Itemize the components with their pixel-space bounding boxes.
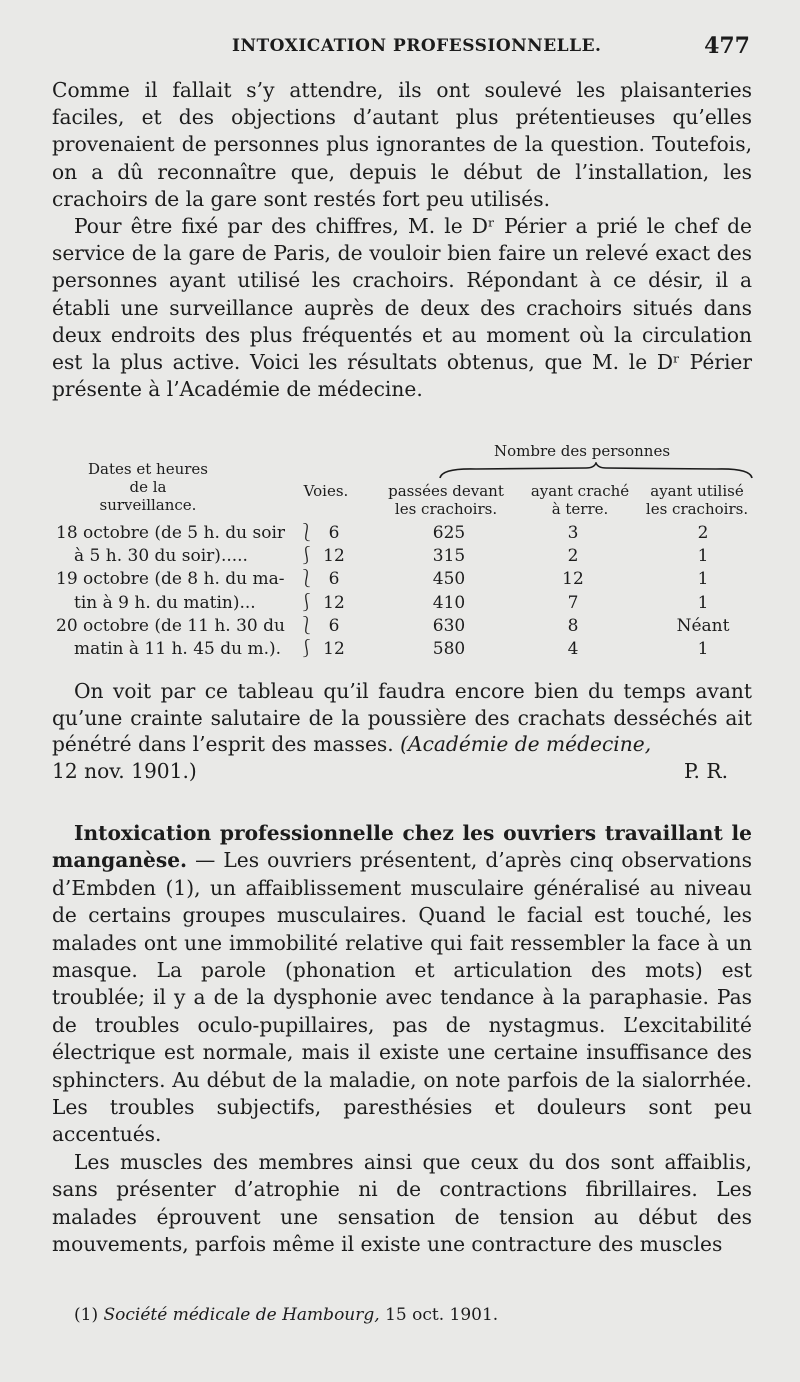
cell-brace: ⎱ bbox=[298, 523, 315, 543]
paragraph-crachoirs-gare: Comme il fallait s’y attendre, ils ont soulevé les plaisanteries faciles, et des objections d’autant plus prétentieuses qu’elles provenaient de personnes plus ignorantes de la question. Toutefois, on a dû reconnaître que, depuis le début de l’installation, les crachoirs de la gare sont restés fort peu utilisés. bbox=[52, 78, 752, 211]
manganese-section bbox=[52, 820, 752, 1259]
group-brace bbox=[436, 462, 756, 482]
citation-date: 12 nov. 1901.) bbox=[52, 758, 197, 783]
table-row bbox=[56, 638, 756, 661]
cell-crache: 7 bbox=[567, 592, 579, 613]
cell-voies: 12 bbox=[323, 638, 345, 659]
header-crache: ayant craché à terre. bbox=[530, 482, 630, 518]
cell-brace: ⎱ bbox=[298, 615, 315, 636]
cell-passees: 410 bbox=[432, 592, 466, 613]
footnote bbox=[74, 1305, 498, 1325]
citation-academie: (Académie de médecine, bbox=[400, 732, 652, 756]
cell-voies: 12 bbox=[323, 592, 345, 613]
cell-brace: ⎰ bbox=[298, 546, 315, 567]
cell-crache: 2 bbox=[567, 546, 579, 567]
paragraph-conclusion bbox=[52, 678, 752, 784]
cell-utilise: 1 bbox=[697, 569, 709, 590]
footnote-marker: (1) bbox=[74, 1305, 99, 1325]
header-dates: Dates et heures de la surveillance. bbox=[88, 460, 208, 514]
paragraph-releve-perier: Pour être fixé par des chiffres, M. le Dʳ Périer a prié le chef de service de la gare de Paris, de vouloir bien faire un relevé exact des personnes ayant utilisé les crachoirs. Répondant à ce désir, il a établi une surveillance auprès de deux des crachoirs situés dans deux endroits des plus fréquentés et au moment où la circulation est la plus active. Voici les résultats obtenus, que M. le Dʳ Périer présente à l’Académie de médecine. bbox=[52, 214, 752, 402]
cell-date: 19 octobre (de 8 h. du ma- bbox=[56, 569, 285, 590]
cell-utilise: 2 bbox=[697, 523, 709, 543]
cell-passees: 625 bbox=[432, 523, 466, 543]
cell-crache: 3 bbox=[567, 523, 579, 543]
cell-utilise: 1 bbox=[697, 592, 709, 613]
conclusion-text: On voit par ce tableau qu’il faudra encore bien du temps avant qu’une crainte salutaire de la poussière des crachats desséchés ait pénétré dans l’esprit des masses. bbox=[52, 679, 752, 756]
cell-brace: ⎰ bbox=[298, 592, 315, 613]
cell-brace: ⎰ bbox=[298, 638, 315, 659]
cell-utilise: 1 bbox=[697, 546, 709, 567]
cell-crache: 4 bbox=[567, 638, 579, 659]
cell-voies: 12 bbox=[323, 546, 345, 567]
cell-passees: 630 bbox=[432, 615, 466, 636]
footnote-date: 15 oct. 1901. bbox=[385, 1305, 499, 1325]
cell-crache: 8 bbox=[567, 615, 579, 636]
cell-brace: ⎱ bbox=[298, 569, 315, 590]
cell-utilise: 1 bbox=[697, 638, 709, 659]
cell-passees: 450 bbox=[432, 569, 466, 590]
surveillance-table bbox=[56, 438, 756, 670]
intro-paragraphs bbox=[52, 77, 752, 403]
table-body bbox=[56, 522, 756, 661]
cell-voies: 6 bbox=[328, 569, 340, 590]
cell-date: 18 octobre (de 5 h. du soir bbox=[56, 523, 286, 543]
header-passees: passées devant les crachoirs. bbox=[388, 482, 504, 518]
cell-date: tin à 9 h. du matin)... bbox=[74, 592, 256, 613]
table-row bbox=[56, 592, 756, 615]
running-head bbox=[0, 33, 800, 66]
cell-utilise: Néant bbox=[676, 615, 730, 636]
cell-voies: 6 bbox=[328, 523, 340, 543]
cell-date: 20 octobre (de 11 h. 30 du bbox=[56, 615, 285, 636]
cell-passees: 580 bbox=[432, 638, 466, 659]
header-voies: Voies. bbox=[303, 482, 349, 500]
conclusion-paragraph bbox=[52, 678, 752, 784]
table-row bbox=[56, 568, 756, 591]
page-number: 477 bbox=[704, 33, 750, 59]
group-header-nombre: Nombre des personnes bbox=[494, 442, 671, 460]
table-row bbox=[56, 615, 756, 638]
cell-passees: 315 bbox=[432, 546, 466, 567]
footnote-source: Société médicale de Hambourg, bbox=[103, 1305, 380, 1325]
author-initials: P. R. bbox=[684, 758, 728, 783]
cell-date: à 5 h. 30 du soir)..... bbox=[74, 546, 248, 567]
section-body: — Les ouvriers présentent, d’après cinq observations d’Embden (1), un affaiblissement musculaire généralisé au niveau de certains groupes musculaires. Quand le facial est touché, les malades ont une immobilité relative qui fait ressembler la face à un masque. La parole (phonation et articulation des mots) est troublée; il y a de la dysphonie avec tendance à la paraphasie. Pas de troubles oculo-pupillaires, pas de nystagmus. L’excitabilité électrique est normale, mais il existe une certaine insuffisance des sphincters. Au début de la maladie, on note parfois de la sialorrhée. Les troubles subjectifs, paresthésies et douleurs sont peu accentués. bbox=[52, 848, 752, 1147]
header-utilise: ayant utilisé les crachoirs. bbox=[645, 482, 749, 518]
cell-date: matin à 11 h. 45 du m.). bbox=[74, 638, 282, 659]
running-title: INTOXICATION PROFESSIONNELLE. bbox=[232, 36, 602, 56]
section-title: Intoxication professionnelle chez les ouvriers travaillant le manganèse. bbox=[52, 821, 752, 873]
cell-crache: 12 bbox=[562, 569, 584, 590]
table-row bbox=[56, 522, 756, 545]
paragraph-manganese bbox=[52, 820, 752, 1149]
paragraph-muscles: Les muscles des membres ainsi que ceux du dos sont affaiblis, sans présenter d’atrophie ni de contractions fibrillaires. Les malades éprouvent une sensation de tension au début des mouvements, parfois même il existe une contracture des muscles bbox=[52, 1149, 752, 1257]
table-row bbox=[56, 545, 756, 568]
cell-voies: 6 bbox=[328, 615, 340, 636]
